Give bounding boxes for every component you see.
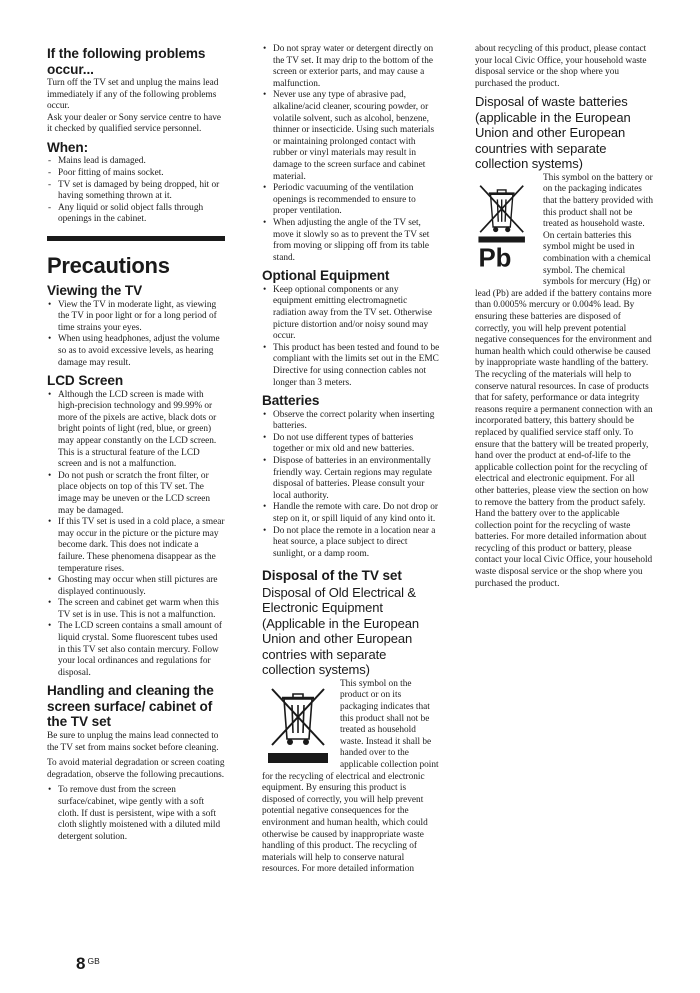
list-item: • This product has been tested and found to be compliant with the limits set out in the EMC Directive for using connection cables not longer than 3 meters.	[262, 343, 440, 389]
section-divider	[47, 236, 225, 241]
column-3	[475, 44, 653, 590]
disposal-tv-block	[262, 679, 440, 876]
list-item: • Keep optional components or any equipment emitting electromagnetic radiation away from the TV set. Otherwise picture distortion and/or noisy sound may occur.	[262, 285, 440, 343]
list-item: • To remove dust from the screen surface/cabinet, wipe gently with a soft cloth. If dust is persistent, wipe with a soft cloth slightly moistened with a diluted mild detergent solution.	[47, 785, 225, 843]
list-item: • When using headphones, adjust the volume so as to avoid excessive levels, as hearing damage may result.	[47, 334, 225, 369]
list-item: • Dispose of batteries in an environmentally friendly way. Certain regions may regulate disposal of batteries. Please consult your local authority.	[262, 456, 440, 502]
disposal-batteries-block	[475, 173, 653, 590]
list-item: • Never use any type of abrasive pad, alkaline/acid cleaner, scouring powder, or volatile solvent, such as alcohol, benzene, thinner or insecticide. Using such materials or maintaining prolonged contact with rubber or vinyl materials may result in damage to the screen surface and cabinet material.	[262, 90, 440, 183]
list-item: • The LCD screen contains a small amount of liquid crystal. Some fluorescent tubes used in this TV set also contain mercury. Follow your local ordinances and regulations for disposal.	[47, 621, 225, 679]
cleaning-para-2: To avoid material degradation or screen coating degradation, observe the following precautions.	[47, 758, 225, 780]
column-1	[47, 44, 225, 845]
cleaning-heading: Handling and cleaning the screen surface/ cabinet of the TV set	[47, 683, 214, 730]
disposal-tv-subheading: Disposal of Old Electrical & Electronic Equipment (Applicable in the European Union and other European contries with separate collection systems)	[262, 584, 420, 678]
pb-label: Pb	[478, 244, 512, 273]
list-item: • The screen and cabinet get warm when this TV set is in use. This is not a malfunction.	[47, 598, 225, 621]
disposal-batteries-body: This symbol on the battery or on the packaging indicates that the battery provided with this product shall not be treated as household waste. On certain batteries this symbol might be used in combination with a chemical symbol. The chemical symbols for mercury (Hg) or lead (Pb) are added if the battery contains more than 0.0005% mercury or 0.004% lead. By ensuring these batteries are disposed of correctly, you will help prevent potential negative consequences for the environment and human health which could otherwise be caused by inappropriate waste handling of the battery. The recycling of the materials will help to conserve natural resources. In case of products that for safety, performance or data integrity reasons require a permanent connection with an incorporated battery, this battery should be replaced by qualified service staff only. To ensure that the battery will be treated properly, hand over the product at end-of-life to the applicable collection point for the recycling of electrical and electronic equipment. For all other batteries, please view the section on how to remove the battery from the product safely. Hand the battery over to the applicable collection point for the recycling of waste batteries. For more detailed information about recycling of this product or battery, please contact your local Civic Office, your household waste disposal service or the shop where you purchased the product.	[475, 172, 653, 589]
list-item: - Mains lead is damaged.	[47, 156, 225, 168]
list-item: • If this TV set is used in a cold place, a smear may occur in the picture or the picture may become dark. This does not indicate a failure. These phenomena disappear as the temperature rises.	[47, 517, 225, 575]
list-item: • When adjusting the angle of the TV set, move it slowly so as to prevent the TV set from moving or slipping off from its table stand.	[262, 218, 440, 264]
list-item: • Although the LCD screen is made with high-precision technology and 99.99% or more of the pixels are active, black dots or bright points of light (red, blue, or green) may appear constantly on the LCD screen. This is a structural feature of the LCD screen and is not a malfunction.	[47, 390, 225, 471]
list-item: • View the TV in moderate light, as viewing the TV in poor light or for a long period of time strains your eyes.	[47, 300, 225, 335]
list-item: • Periodic vacuuming of the ventilation openings is recommended to ensure to proper ventilation.	[262, 183, 440, 218]
viewing-heading: Viewing the TV	[47, 283, 143, 299]
lcd-heading: LCD Screen	[47, 373, 124, 389]
batteries-heading: Batteries	[262, 393, 320, 409]
page-number: 8	[76, 954, 86, 973]
column-2	[262, 44, 440, 876]
list-item: • Handle the remote with care. Do not drop or step on it, or spill liquid of any kind onto it.	[262, 502, 440, 525]
cleaning-para-1: Be sure to unplug the mains lead connected to the TV set from mains socket before cleaning.	[47, 730, 219, 753]
crossed-out-bin-icon	[262, 681, 334, 765]
disposal-tv-continued: about recycling of this product, please contact your local Civic Office, your household waste disposal service or the shop where you purchased the product.	[475, 44, 647, 89]
problems-para-2: Ask your dealer or Sony service centre to have it checked by qualified service personnel.	[47, 112, 221, 135]
list-item: - Any liquid or solid object falls through openings in the cabinet.	[47, 203, 225, 226]
batteries-list	[262, 410, 440, 561]
disposal-batteries-subheading: Disposal of waste batteries (applicable in the European Union and other European countries with separate collection systems)	[475, 94, 631, 172]
list-item: - Poor fitting of mains socket.	[47, 168, 225, 180]
problems-para-1: Turn off the TV set and unplug the mains lead immediately if any of the following problems occur.	[47, 78, 219, 112]
crossed-out-bin-pb-icon	[475, 175, 537, 279]
list-item: • Ghosting may occur when still pictures are displayed continuously.	[47, 575, 225, 598]
cleaning-list-part-1	[47, 785, 225, 843]
viewing-list	[47, 300, 225, 370]
disposal-tv-heading: Disposal of the TV set	[262, 568, 402, 584]
list-item: • Do not use different types of batteries together or mix old and new batteries.	[262, 433, 440, 456]
when-list	[47, 156, 225, 226]
list-item: • Observe the correct polarity when inserting batteries.	[262, 410, 440, 433]
region-code: GB	[87, 956, 100, 966]
precautions-title: Precautions	[47, 253, 170, 279]
lcd-list	[47, 390, 225, 680]
page-footer	[76, 954, 100, 974]
optional-heading: Optional Equipment	[262, 268, 390, 284]
list-item: • Do not place the remote in a location near a heat source, a place subject to direct sunlight, or a damp room.	[262, 526, 440, 561]
list-item: • Do not push or scratch the front filter, or place objects on top of this TV set. The image may be uneven or the LCD screen may be damaged.	[47, 471, 225, 517]
cleaning-list-part-2	[262, 44, 440, 264]
list-item: - TV set is damaged by being dropped, hit or having something thrown at it.	[47, 180, 225, 203]
problems-heading: If the following problems occur...	[47, 46, 206, 77]
list-item: • Do not spray water or detergent directly on the TV set. It may drip to the bottom of the screen or exterior parts, and may cause a malfunction.	[262, 44, 440, 90]
disposal-tv-body: This symbol on the product or on its packaging indicates that this product shall not be treated as household waste. Instead it shall be handed over to the applicable collection point for the recycling of electrical and electronic equipment. By ensuring this product is disposed of correctly, you will help prevent potential negative consequences for the environment and human health, which could otherwise be caused by inappropriate waste handling of this product. The recycling of materials will help to conserve natural resources. For more detailed information	[262, 678, 439, 875]
when-heading: When:	[47, 139, 89, 155]
optional-list	[262, 285, 440, 389]
